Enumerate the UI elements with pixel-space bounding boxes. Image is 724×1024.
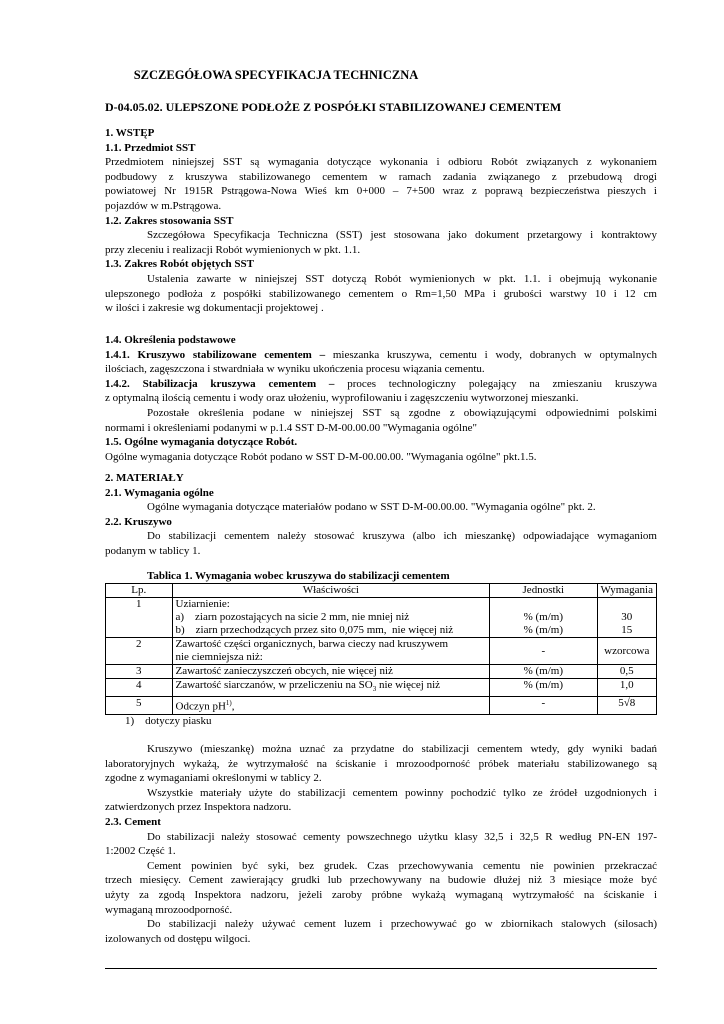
table-header-row xyxy=(106,584,657,598)
table-header: Właściwości xyxy=(172,584,490,598)
table-header: Wymagania xyxy=(597,584,657,598)
footer-rule xyxy=(105,968,657,969)
paragraph-1-2: Szczegółowa Specyfikacja Techniczna (SST) jest stosowana jako dokument przetargowy i kontraktowy przy zleceniu i realizacji Robót wymienionych w pkt. 1.1. xyxy=(105,229,657,256)
heading-2-1: 2.1. Wymagania ogólne xyxy=(105,486,214,499)
table-row xyxy=(106,598,657,638)
table-cell: - xyxy=(490,697,597,715)
heading-1-1: 1.1. Przedmiot SST xyxy=(105,141,196,154)
table-cell: 4 xyxy=(106,679,173,697)
table-cell: 5 xyxy=(106,697,173,715)
heading-1-3: 1.3. Zakres Robót objętych SST xyxy=(105,258,254,271)
heading-1-5: 1.5. Ogólne wymagania dotyczące Robót. xyxy=(105,436,298,449)
table-cell: % (m/m) % (m/m) xyxy=(490,598,597,638)
paragraph-1-5: Ogólne wymagania dotyczące Robót podano w SST D-M-00.00.00. "Wymagania ogólne" pkt.1.5. xyxy=(105,450,537,463)
table-cell: wzorcowa xyxy=(597,638,657,665)
table-row xyxy=(106,638,657,665)
table-cell: 30 15 xyxy=(597,598,657,638)
page-mark: – xyxy=(648,962,654,974)
definition-1-4-2: 1.4.2. Stabilizacja kruszywa cementem – proces technologiczny polegający na zmieszaniu kruszywa z optymalną ilością cementu i wody oraz ułożeniu, wyprofilowaniu i zagęszczeniu wytworzonej mieszanki. xyxy=(105,377,657,405)
heading-2-2: 2.2. Kruszywo xyxy=(105,515,172,528)
table-row xyxy=(106,679,657,697)
table-cell: Odczyn $pH^{1)}$, xyxy=(172,697,490,715)
table-cell: Zawartość zanieczyszczeń obcych, nie więcej niż xyxy=(172,665,490,679)
heading-1-4: 1.4. Określenia podstawowe xyxy=(105,334,236,346)
table-cell: 2 xyxy=(106,638,173,665)
section-1-4 xyxy=(105,333,657,464)
heading-2: 2. MATERIAŁY xyxy=(105,472,184,484)
table-cell: % (m/m) xyxy=(490,665,597,679)
paragraph-1-4: Pozostałe określenia podane w niniejszej SST są zgodne z obowiązującymi odpowiednimi polskimi normami i określeniami podanymi w p.1.4 SST D-M-00.00.00 "Wymagania ogólne" xyxy=(105,406,657,434)
table-cell: 0,5 xyxy=(597,665,657,679)
document-title: SZCZEGÓŁOWA SPECYFIKACJA TECHNICZNA xyxy=(133,68,419,82)
paragraph-2-2: Do stabilizacji cementem należy stosować kruszywa (albo ich mieszankę) odpowiadające wymaganiom podanym w tablicy 1. xyxy=(105,530,657,557)
definition-1-4-1: 1.4.1. Kruszywo stabilizowane cementem – mieszanka kruszywa, cementu i wody, dobranych w optymalnych ilościach, zagęszczona i stwardniała w wyniku ukończenia procesu wiązania cementu. xyxy=(105,348,657,376)
table-cell: - xyxy=(490,638,597,665)
table-row xyxy=(106,665,657,679)
requirements-table xyxy=(105,583,657,715)
table-cell: Zawartość siarczanów, w przeliczeniu na $SO_3$ nie więcej niż xyxy=(172,679,490,697)
section-1 xyxy=(105,126,657,316)
table-header: Lp. xyxy=(106,584,173,598)
table-caption: Tablica 1. Wymagania wobec kruszywa do stabilizacji cementem xyxy=(147,570,450,582)
table-cell: 1,0 xyxy=(597,679,657,697)
heading-1-2: 1.2. Zakres stosowania SST xyxy=(105,214,234,227)
table-row xyxy=(106,697,657,715)
table-cell: 3 xyxy=(106,665,173,679)
paragraph-2-1: Ogólne wymagania dotyczące materiałów podano w SST D-M-00.00.00. "Wymagania ogólne" pkt. 2. xyxy=(147,501,596,514)
paragraph-1-3: Ustalenia zawarte w niniejszej SST dotyczą Robót wymienionych w pkt. 1.1. i obejmują wykonanie ulepszonego podłoża z pospółki stabilizowanego cementem o Rm=1,50 MPa i grubości warstwy 10 i 12 cm w ilości i zakresie wg dokumentacji projektowej . xyxy=(105,272,657,315)
table-cell: Uziarnienie: a) ziarn pozostających na sicie 2 mm, nie mniej niż b) ziarn przechodzących przez sito 0,075 mm, nie więcej niż xyxy=(172,598,490,638)
table-cell: % (m/m) xyxy=(490,679,597,697)
table-footnote: 1) dotyczy piasku xyxy=(125,715,212,727)
section-2 xyxy=(105,471,657,559)
paragraph-1-1: Przedmiotem niniejszej SST są wymagania dotyczące wykonania i odbioru Robót związanych z wykonaniem podbudowy z kruszywa stabilizowanego cementem w ramach zadania związanego z przebudową drogi powiatowej Nr 1915R Pstrągowa-Nowa Wieś km 0+000 – 7+500 wraz z poprawą bezpieczeństwa pieszych i pojazdów w m.Pstrągowa. xyxy=(105,156,657,212)
table-cell: 5√8 xyxy=(597,697,657,715)
document-subtitle: D-04.05.02. ULEPSZONE PODŁOŻE Z POSPÓŁKI STABILIZOWANEJ CEMENTEM xyxy=(105,100,562,114)
heading-2-3: 2.3. Cement xyxy=(105,815,161,828)
table-header: Jednostki xyxy=(490,584,597,598)
heading-1: 1. WSTĘP xyxy=(105,127,155,139)
paragraph-2-2-b: Kruszywo (mieszankę) można uznać za przydatne do stabilizacji cementem wtedy, gdy wyniki badań laboratoryjnych wykażą, że wytrzymałość na ściskanie i mrozoodporność próbek materiału stabilizowanego są zgodne z wymaganiami określonymi w tablicy 2. Wszystkie materiały użyte do stabilizacji cementem powinny pochodzić tylko ze źródeł uzgodnionych i zatwierdzonych przez Inspektora nadzoru. 2.3. Cement Do stabilizacji należy stosować cementy powszechnego użytku klasy 32,5 i 32,5 R według PN-EN 197- 1:2002 Część 1. Cement powinien być syki, bez grudek. Czas przechowywania cementu nie powinien przekraczać trzech miesięcy. Cement zawierający grudki lub przechowywany na budowie dłużej niż 3 miesiące może być użyty za zgodą Inspektora nadzoru, jeżeli zaroby próbne wykażą wymaganą wytrzymałość na ściskanie i wymaganą mrozoodporność. Do stabilizacji należy używać cement luzem i przechowywać go w zbiornikach stalowych (silosach) izolowanych od dostępu wilgoci. xyxy=(105,743,657,945)
table-cell: 1 xyxy=(106,598,173,638)
table-cell: Zawartość części organicznych, barwa cieczy nad kruszywem nie ciemniejsza niż: xyxy=(172,638,490,665)
